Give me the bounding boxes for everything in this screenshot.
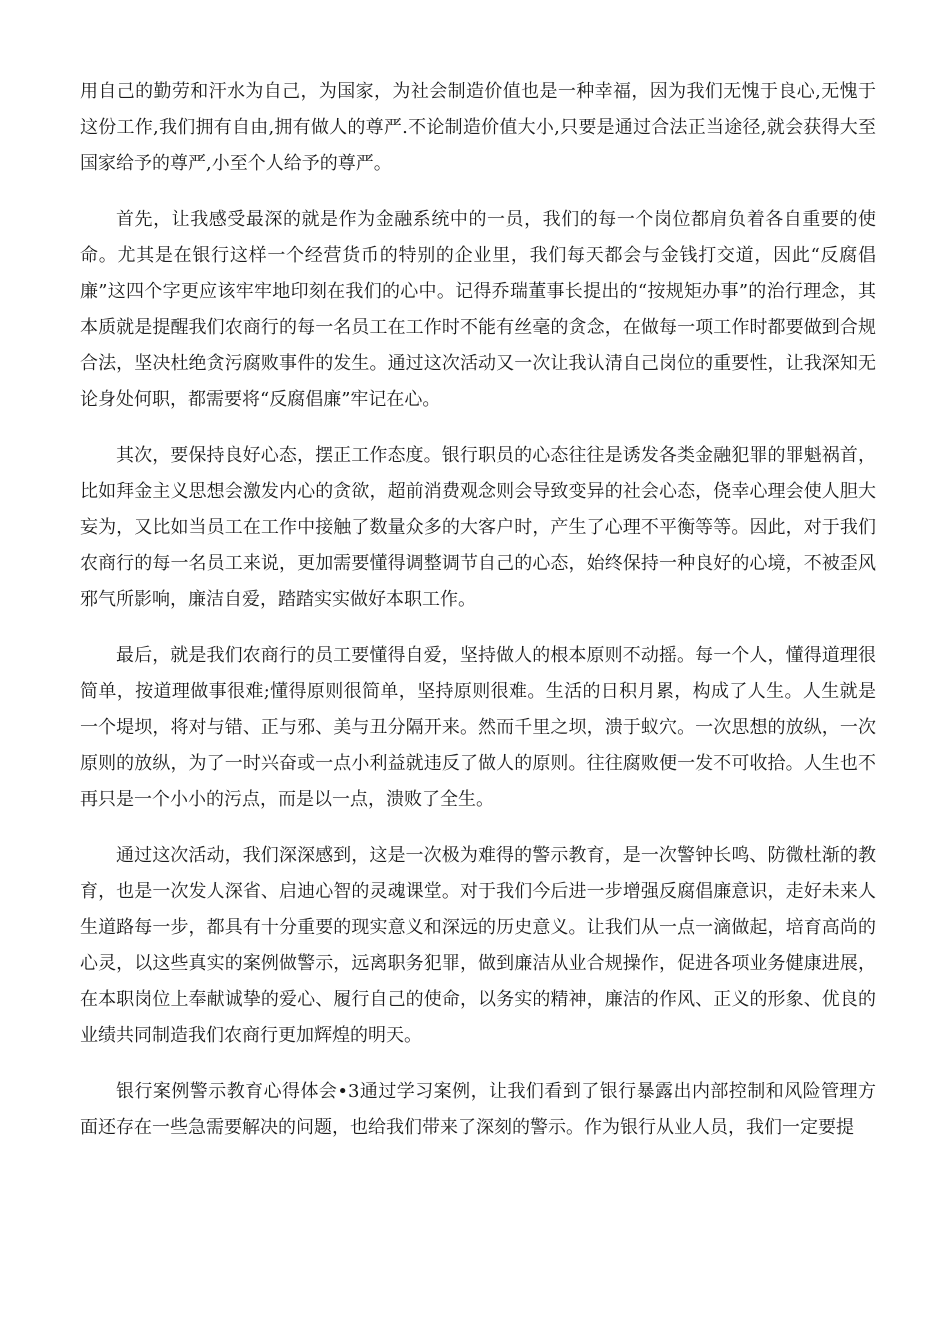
paragraph-6: 银行案例警示教育心得体会•3通过学习案例，让我们看到了银行暴露出内部控制和风险管理方面还存在一些急需要解决的问题，也给我们带来了深刻的警示。作为银行从业人员，我们一定要提 — [80, 1081, 876, 1138]
paragraph-4: 最后，就是我们农商行的员工要懂得自爱，坚持做人的根本原则不动摇。每一个人，懂得道理很简单，按道理做事很难;懂得原则很简单，坚持原则很难。生活的日积月累，构成了人生。人生就是一个堤坝，将对与错、正与邪、美与丑分隔开来。然而千里之坝，溃于蚁穴。一次思想的放纵，一次原则的放纵，为了一时兴奋或一点小利益就违反了做人的原则。往往腐败便一发不可收拾。人生也不再只是一个小小的污点，而是以一点，溃败了全生。 — [80, 645, 876, 810]
paragraph-5: 通过这次活动，我们深深感到，这是一次极为难得的警示教育，是一次警钟长鸣、防微杜渐的教育，也是一次发人深省、启迪心智的灵魂课堂。对于我们今后进一步增强反腐倡廉意识，走好未来人生道路每一步，都具有十分重要的现实意义和深远的历史意义。让我们从一点一滴做起，培育高尚的心灵，以这些真实的案例做警示，远离职务犯罪，做到廉洁从业合规操作，促进各项业务健康进展，在本职岗位上奉献诚挚的爱心、履行自己的使命，以务实的精神，廉洁的作风、正义的形象、优良的业绩共同制造我们农商行更加辉煌的明天。 — [80, 845, 876, 1046]
paragraph-3: 其次，要保持良好心态，摆正工作态度。银行职员的心态往往是诱发各类金融犯罪的罪魁祸首，比如拜金主义思想会激发内心的贪欲，超前消费观念则会导致变异的社会心态，侥幸心理会使人胆大妄为，又比如当员工在工作中接触了数量众多的大客户时，产生了心理不平衡等等。因此，对于我们农商行的每一名员工来说，更加需要懂得调整调节自己的心态，始终保持一种良好的心境，不被歪风邪气所影响，廉洁自爱，踏踏实实做好本职工作。 — [80, 445, 876, 610]
document-page — [80, 74, 876, 1166]
paragraph-2: 首先，让我感受最深的就是作为金融系统中的一员，我们的每一个岗位都肩负着各自重要的使命。尤其是在银行这样一个经营货币的特别的企业里，我们每天都会与金钱打交道，因此“反腐倡廉”这四个字更应该牢牢地印刻在我们的心中。记得乔瑞董事长提出的“按规矩办事”的治行理念，其本质就是提醒我们农商行的每一名员工在工作时不能有丝毫的贪念，在做每一项工作时都要做到合规合法，坚决杜绝贪污腐败事件的发生。通过这次活动又一次让我认清自己岗位的重要性，让我深知无论身处何职，都需要将“反腐倡廉”牢记在心。 — [80, 209, 876, 410]
paragraph-1: 用自己的勤劳和汗水为自己，为国家，为社会制造价值也是一种幸福，因为我们无愧于良心,无愧于这份工作,我们拥有自由,拥有做人的尊严.不论制造价值大小,只要是通过合法正当途径,就会获得大至国家给予的尊严,小至个人给予的尊严。 — [80, 81, 876, 174]
